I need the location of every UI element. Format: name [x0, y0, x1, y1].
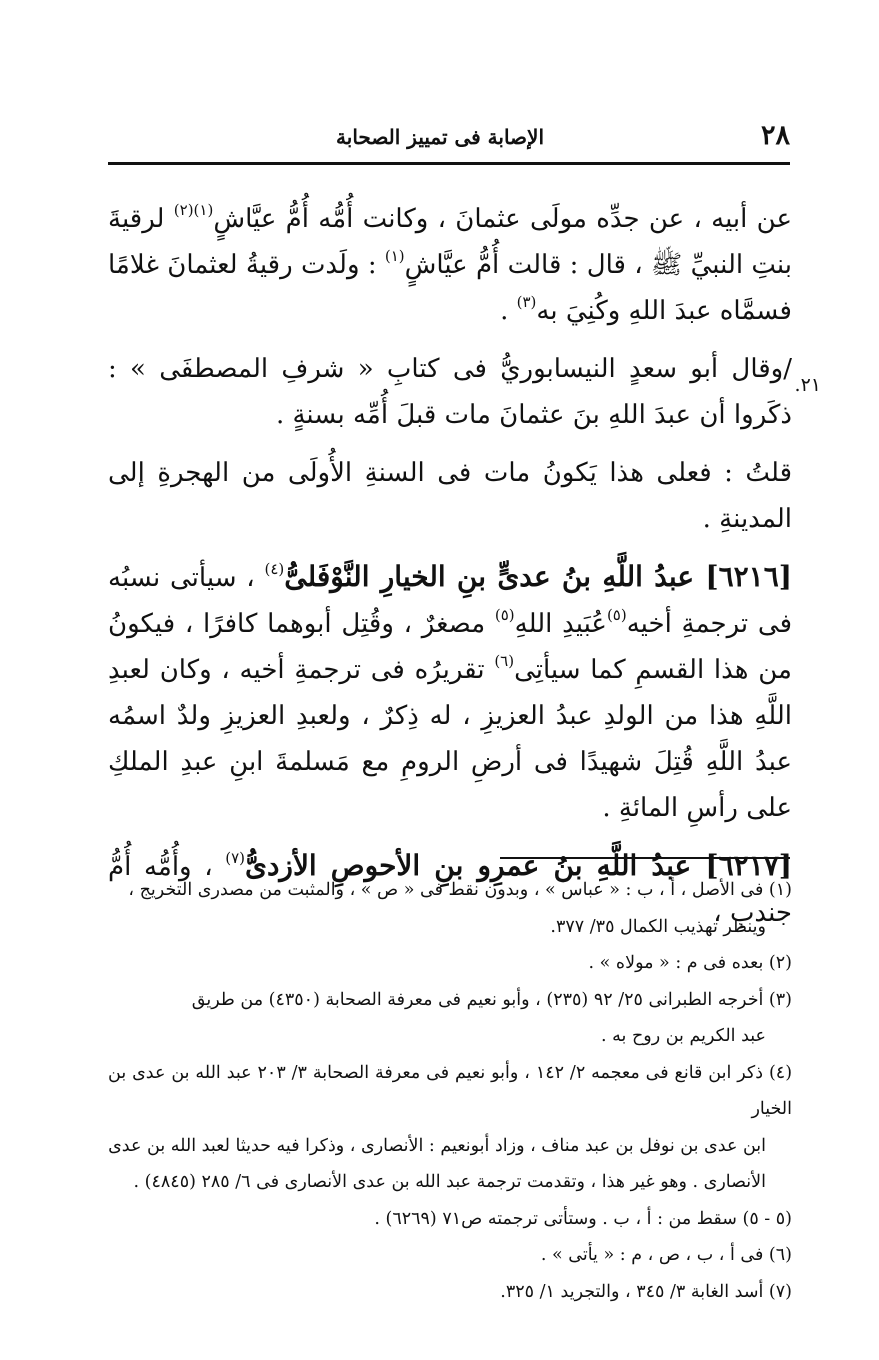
- page-number: ٢٨: [760, 120, 790, 151]
- entry-6217: [٦٢١٧] عبدُ اللَّهِ بنُ عمرِو بنِ الأحوصِ الأزدىُّ$^{(٧)}$ ، وأُمُّه أُمُّ جندبٍ ،: [108, 849, 793, 928]
- paragraph-2: /وقال أبو سعدٍ النيسابوريُّ فى كتابِ « شرفِ المصطفَى » : ذكَروا أن عبدَ اللهِ بنَ عثمانَ مات قبلَ أُمِّه بسنةٍ .: [108, 354, 792, 430]
- entry-heading: [٦٢١٧] عبدُ اللَّهِ بنُ عمرِو بنِ الأحوصِ الأزدىُّ: [245, 849, 793, 882]
- footnote-3: (٣) أخرجه الطبرانى ٢٥/ ٩٢ (٢٣٥) ، وأبو نعيم فى معرفة الصحابة (٤٣٥٠) من طريق: [191, 989, 792, 1010]
- footnote-4: (٤) ذكر ابن قانع فى معجمه ٢/ ١٤٢ ، وأبو نعيم فى معرفة الصحابة ٣/ ٢٠٣ عبد الله بن عدى بن الخيار: [108, 1062, 793, 1119]
- footnote-ref: (١): [384, 247, 405, 265]
- header-rule: [108, 162, 790, 165]
- footnote-4-cont-2: الأنصارى . وهو غير هذا ، وتقدمت ترجمة عبد الله بن عدى الأنصارى فى ٦/ ٢٨٥ (٤٨٤٥) .: [133, 1172, 766, 1192]
- entry-heading: [٦٢١٦] عبدُ اللَّهِ بنُ عدىٍّ بنِ الخيارِ النَّوْفَلىُّ: [284, 560, 792, 593]
- footnote-3-cont: عبد الكريم بن روح به .: [601, 1026, 766, 1046]
- footnote-ref: (٣): [516, 293, 537, 311]
- footnote-1: (١) فى الأصل ، أ ، ب : « عباس » ، وبدون نقط فى « ص » ، والمثبت من مصدرى التخريج ،: [128, 880, 792, 900]
- margin-note: ٢١.: [794, 374, 821, 396]
- paragraph-3: قلتُ : فعلى هذا يَكونُ مات فى السنةِ الأُولَى من الهجرةِ إلى المدينةِ .: [108, 458, 792, 534]
- paragraph-1: عن أبيه ، عن جدِّه مولَى عثمانَ ، وكانت أُمُّه أُمُّ عيَّاشٍ$^{(١)(٢)}$ لرقيةَ بنتِ النبيِّ ﷺ ، قال : قالت أُمُّ عيَّاشٍ$^{(١)}$ : ولَدت رقيةُ لعثمانَ غلامًا فسمَّاه عبدَ اللهِ وكُنِيَ به$^{(٣)}$ .: [108, 201, 792, 326]
- footnote-ref: (٧): [225, 849, 246, 867]
- footnote-ref: (١)(٢): [173, 201, 214, 219]
- page-header: [108, 118, 790, 160]
- footnote-4-cont-1: ابن عدى بن نوفل بن عبد مناف ، وزاد أبونعيم : الأنصارى ، وذكرا فيه حديثا لعبد الله بن عدى: [108, 1135, 766, 1156]
- footnote-ref: (٥): [494, 606, 515, 624]
- running-title: الإصابة فى تمييز الصحابة: [336, 125, 544, 149]
- footnotes: [108, 872, 792, 1310]
- footnote-6: (٦) فى أ ، ب ، ص ، م : « يأتى » .: [540, 1245, 792, 1265]
- footnote-5: (٥ - ٥) سقط من : أ ، ب . وستأتى ترجمته ص٧١ (٦٢٦٩) .: [374, 1208, 792, 1229]
- footnote-ref: (٥): [606, 606, 627, 624]
- footnote-7: (٧) أسد الغابة ٣/ ٣٤٥ ، والتجريد ١/ ٣٢٥.: [500, 1281, 792, 1302]
- footnote-1-cont: وينظر تهذيب الكمال ٣٥/ ٣٧٧.: [550, 916, 766, 937]
- footnote-2: (٢) بعده فى م : « مولاه » .: [588, 953, 792, 973]
- footnote-rule: [500, 857, 790, 859]
- footnote-ref: (٤): [264, 560, 285, 578]
- footnote-ref: (٦): [494, 652, 515, 670]
- main-text: [108, 196, 792, 936]
- entry-6216: [٦٢١٦] عبدُ اللَّهِ بنُ عدىٍّ بنِ الخيارِ النَّوْفَلىُّ$^{(٤)}$ ، سيأتى نسبُه فى ترجمةِ أخيه$^{(٥)}$عُبَيدِ اللهِ$^{(٥)}$ مصغرٌ ، وقُتِل أبوهما كافرًا ، فيكونُ من هذا القسمِ كما سيأتِى$^{(٦)}$ تقريرُه فى ترجمةِ أخيه ، وكان لعبدِ اللَّهِ هذا من الولدِ عبدُ العزيزِ ، له ذِكرٌ ، ولعبدِ العزيزِ ولدٌ اسمُه عبدُ اللَّهِ قُتِلَ شهيدًا فى أرضِ الرومِ مع مَسلمةَ ابنِ عبدِ الملكِ على رأسِ المائةِ .: [108, 560, 793, 823]
